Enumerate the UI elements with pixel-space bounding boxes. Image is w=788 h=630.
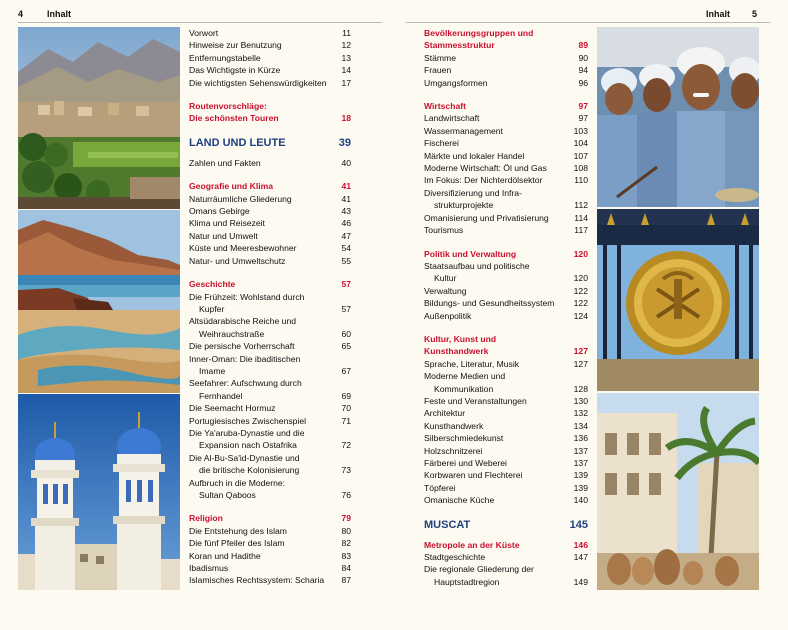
toc-chapter-row[interactable]	[189, 136, 351, 150]
toc-entry-page: 107	[573, 150, 588, 161]
toc-entry-title: Fischerei	[424, 138, 459, 149]
toc-entry-row[interactable]	[189, 242, 351, 254]
toc-entry-page: 120	[573, 248, 588, 259]
toc-entry-title: Die fünf Pfeiler des Islam	[189, 538, 285, 549]
toc-entry-row[interactable]	[424, 52, 588, 64]
toc-entry-title: Sultan Qaboos	[199, 490, 256, 500]
toc-entry-page: 97	[578, 113, 588, 124]
photo-mosque-minarets	[18, 394, 180, 590]
toc-entry-title: Ibadismus	[189, 563, 229, 574]
toc-entry-title: Moderne Medien und	[424, 371, 506, 382]
toc-entry-row[interactable]	[424, 420, 588, 432]
toc-entry-row[interactable]	[189, 477, 351, 489]
toc-entry-row[interactable]	[424, 469, 588, 481]
toc-entry-page	[347, 427, 351, 439]
toc-entry-page: 87	[341, 575, 351, 586]
photo-mountain-village	[18, 27, 180, 209]
toc-entry-page: 71	[341, 415, 351, 426]
toc-entry-title: Diversifizierung und Infra-	[424, 187, 522, 198]
toc-entry-page: 41	[341, 181, 351, 192]
toc-entry-row[interactable]	[189, 574, 351, 586]
toc-entry-title: Bildungs- und Gesundheitssystem	[424, 298, 555, 309]
toc-entry-title: Tourismus	[424, 225, 464, 236]
toc-entry-row[interactable]	[189, 464, 351, 476]
toc-section-row[interactable]	[424, 345, 588, 357]
toc-entry-title: Im Fokus: Der Nichterdölsektor	[424, 175, 543, 186]
toc-entry-row[interactable]	[424, 494, 588, 506]
toc-entry-row[interactable]	[424, 260, 588, 272]
toc-entry-page: 130	[573, 395, 588, 406]
toc-entry-title: Kupfer	[199, 303, 225, 314]
toc-entry-title: Das Wichtigste in Kürze	[189, 65, 281, 76]
toc-entry-page: 134	[573, 420, 588, 431]
header-rule	[406, 22, 770, 23]
toc-entry-title: Die schönsten Touren	[189, 113, 279, 124]
toc-entry-page: 120	[573, 273, 588, 284]
toc-entry-title: Altsüdarabische Reiche und	[189, 316, 297, 327]
toc-entry-title: MUSCAT	[424, 518, 471, 531]
toc-entry-page	[347, 291, 351, 303]
toc-entry-row[interactable]	[189, 353, 351, 365]
toc-entry-page: 110	[574, 175, 588, 186]
toc-section-row[interactable]	[189, 112, 351, 124]
toc-entry-page: 103	[573, 125, 588, 136]
toc-entry-page	[584, 187, 588, 199]
toc-entry-page: 46	[341, 218, 351, 229]
toc-entry-title: Architektur	[424, 408, 466, 419]
toc-entry-row[interactable]	[424, 162, 588, 174]
toc-entry-row[interactable]	[189, 489, 351, 501]
toc-entry-page: 84	[341, 563, 351, 574]
toc-entry-row[interactable]	[189, 439, 351, 451]
toc-entry-row[interactable]	[189, 415, 351, 427]
toc-entry-title: Außenpolitik	[424, 310, 472, 321]
toc-entry-page: 149	[573, 576, 588, 587]
toc-entry-title: Entfernungstabelle	[189, 52, 261, 63]
toc-section-heading: Routenvorschläge:	[189, 101, 267, 112]
toc-entry-title: Metropole an der Küste	[424, 539, 520, 550]
page-number: 5	[752, 9, 758, 19]
toc-entry-title: Landwirtschaft	[424, 113, 480, 124]
toc-entry-page: 67	[341, 365, 351, 376]
toc-entry-page: 40	[341, 157, 351, 168]
toc-entry-title: Imame	[199, 365, 226, 376]
toc-entry-title: Staatsaufbau und politische	[424, 260, 530, 271]
toc-entry-row[interactable]	[189, 365, 351, 377]
toc-entry-row[interactable]	[189, 217, 351, 229]
toc-entry-page: 18	[341, 113, 351, 124]
toc-entry-title: strukturprojekte	[434, 200, 494, 211]
toc-entry-title: Aufbruch in die Moderne:	[189, 477, 286, 488]
toc-entry-title: Koran und Hadithe	[189, 550, 261, 561]
toc-entry-page: 55	[341, 255, 351, 266]
toc-entry-title: Die Frühzeit: Wohlstand durch	[189, 291, 305, 302]
toc-entry-page: 65	[341, 341, 351, 352]
toc-entry-page: 89	[578, 40, 588, 51]
toc-entry-row[interactable]	[189, 193, 351, 205]
toc-entry-title: Die Seemacht Hormuz	[189, 403, 276, 414]
toc-entry-title: Holzschnitzerei	[424, 445, 483, 456]
toc-entry-page: 139	[573, 470, 588, 481]
photo-old-town-pottery	[597, 393, 759, 590]
toc-entry-title: Sprache, Literatur, Musik	[424, 358, 520, 369]
toc-entry-page: 124	[573, 310, 588, 321]
toc-entry-row[interactable]	[424, 125, 588, 137]
toc-entry-row[interactable]	[424, 310, 588, 322]
toc-entry-page: 13	[341, 52, 351, 63]
toc-entry-row[interactable]	[189, 525, 351, 537]
toc-spacer	[189, 89, 351, 100]
toc-entry-title: Omans Gebirge	[189, 206, 250, 217]
toc-entry-row[interactable]	[424, 174, 588, 186]
toc-entry-row[interactable]	[424, 224, 588, 236]
page-header-title: Inhalt	[47, 9, 71, 19]
toc-entry-row[interactable]	[424, 576, 588, 588]
toc-entry-title: Omanische Küche	[424, 495, 495, 506]
toc-entry-page: 54	[341, 243, 351, 254]
page-number: 4	[18, 9, 24, 19]
toc-entry-title: Töpferei	[424, 482, 456, 493]
toc-entry-page: 57	[341, 303, 351, 314]
toc-entry-page: 90	[578, 52, 588, 63]
toc-entry-page: 83	[341, 550, 351, 561]
toc-entry-row[interactable]	[424, 563, 588, 575]
toc-entry-page: 76	[341, 490, 351, 500]
toc-entry-row[interactable]	[424, 64, 588, 76]
toc-entry-page: 60	[341, 328, 351, 339]
toc-entry-title: Inner-Oman: Die ibaditischen	[189, 353, 301, 364]
toc-entry-title: Die Entstehung des Islam	[189, 525, 287, 536]
toc-entry-row[interactable]	[424, 150, 588, 162]
toc-entry-title: Islamisches Rechtssystem: Scharia	[189, 575, 325, 586]
toc-entry-page: 17	[341, 77, 351, 88]
toc-entry-page: 41	[341, 193, 351, 204]
toc-entry-title: die britische Kolonisierung	[199, 465, 300, 476]
toc-entry-title: Portugiesisches Zwischenspiel	[189, 415, 307, 426]
toc-entry-page: 97	[578, 101, 588, 112]
toc-entry-title: Stammesstruktur	[424, 40, 495, 51]
toc-entry-title: Küste und Meeresbewohner	[189, 243, 297, 254]
toc-entry-title: Seefahrer: Aufschwung durch	[189, 378, 302, 389]
toc-entry-page: 136	[573, 433, 588, 444]
toc-spacer	[189, 125, 351, 136]
toc-entry-page: 14	[341, 65, 351, 76]
toc-entry-title: Stämme	[424, 52, 456, 63]
toc-entry-title: Silberschmiedekunst	[424, 433, 504, 444]
toc-spacer	[424, 507, 588, 518]
toc-entry-page: 94	[578, 65, 588, 76]
toc-entry-row[interactable]	[189, 205, 351, 217]
toc-entry-page	[584, 370, 588, 382]
toc-entry-row[interactable]	[189, 27, 351, 39]
toc-entry-row[interactable]	[424, 407, 588, 419]
toc-entry-title: Die wichtigsten Sehenswürdigkeiten	[189, 77, 327, 88]
toc-entry-page: 146	[573, 539, 588, 550]
toc-entry-title: Geografie und Klima	[189, 181, 274, 192]
toc-entry-row[interactable]	[189, 377, 351, 389]
toc-entry-row[interactable]	[424, 212, 588, 224]
right-page	[394, 0, 788, 630]
toc-entry-title: Fernhandel	[199, 390, 243, 401]
toc-entry-row[interactable]	[189, 550, 351, 562]
toc-spacer	[189, 267, 351, 278]
toc-right	[424, 27, 588, 588]
toc-entry-page: 139	[573, 482, 588, 493]
toc-entry-title: Religion	[189, 513, 223, 524]
toc-entry-title: Natur- und Umweltschutz	[189, 255, 286, 266]
toc-entry-row[interactable]	[189, 157, 351, 169]
toc-entry-row[interactable]	[424, 482, 588, 494]
toc-section-row[interactable]	[424, 39, 588, 51]
toc-section-heading: Bevölkerungsgruppen und	[424, 28, 534, 38]
toc-entry-title: Kultur	[434, 273, 457, 284]
toc-entry-title: Zahlen und Fakten	[189, 157, 261, 168]
toc-section-row[interactable]	[189, 180, 351, 192]
toc-entry-page: 47	[341, 230, 351, 241]
toc-spacer	[189, 169, 351, 180]
toc-entry-row[interactable]	[189, 77, 351, 89]
toc-section-heading: Kultur, Kunst und	[424, 333, 497, 344]
toc-entry-page: 145	[569, 518, 588, 531]
toc-entry-row[interactable]	[424, 551, 588, 563]
toc-entry-row[interactable]	[189, 537, 351, 549]
toc-entry-page: 43	[341, 206, 351, 217]
toc-spacer	[189, 150, 351, 157]
toc-entry-title: Expansion nach Ostafrika	[199, 440, 297, 451]
toc-entry-row[interactable]	[189, 402, 351, 414]
toc-entry-title: Geschichte	[189, 279, 236, 290]
photo-royal-emblem-gate	[597, 209, 759, 391]
toc-section-row[interactable]	[424, 248, 588, 260]
toc-entry-page	[584, 260, 588, 272]
toc-entry-row[interactable]	[189, 562, 351, 574]
toc-entry-page: 39	[338, 136, 351, 149]
toc-entry-row[interactable]	[189, 291, 351, 303]
toc-entry-row[interactable]	[189, 328, 351, 340]
toc-spacer	[424, 532, 588, 539]
toc-section-row[interactable]	[189, 278, 351, 290]
toc-entry-page: 72	[341, 440, 351, 451]
toc-entry-page: 122	[573, 285, 588, 296]
toc-entry-title: Frauen	[424, 65, 452, 76]
toc-entry-page: 117	[574, 225, 588, 236]
toc-left	[189, 27, 351, 587]
toc-entry-page: 127	[573, 358, 588, 369]
toc-entry-page: 80	[341, 525, 351, 536]
photo-omani-men	[597, 27, 759, 207]
toc-entry-title: Klima und Reisezeit	[189, 218, 265, 229]
toc-spacer	[424, 322, 588, 333]
toc-entry-page: 69	[341, 390, 351, 401]
toc-spacer	[189, 501, 351, 512]
toc-entry-row[interactable]	[189, 427, 351, 439]
toc-entry-row[interactable]	[424, 285, 588, 297]
toc-entry-page: 12	[341, 40, 351, 51]
toc-entry-row[interactable]	[424, 445, 588, 457]
toc-spacer	[424, 89, 588, 100]
toc-entry-row[interactable]	[189, 230, 351, 242]
toc-entry-title: Die regionale Gliederung der	[424, 564, 534, 575]
photo-coastal-lagoon	[18, 210, 180, 393]
toc-section-row[interactable]	[189, 512, 351, 524]
toc-entry-title: Natur und Umwelt	[189, 230, 258, 241]
toc-entry-row[interactable]	[424, 272, 588, 284]
toc-entry-page: 96	[578, 77, 588, 88]
toc-entry-title: Stadtgeschichte	[424, 552, 486, 563]
toc-entry-page	[347, 377, 351, 389]
toc-entry-title: Verwaltung	[424, 285, 467, 296]
toc-entry-row[interactable]	[424, 297, 588, 309]
toc-entry-row[interactable]	[189, 39, 351, 51]
toc-entry-title: Kommunikation	[434, 383, 494, 394]
toc-entry-title: Omanisierung und Privatisierung	[424, 212, 549, 223]
toc-entry-row[interactable]	[424, 370, 588, 382]
toc-entry-title: Märkte und lokaler Handel	[424, 150, 525, 161]
toc-entry-title: Die Ya'aruba-Dynastie und die	[189, 427, 305, 438]
toc-entry-page: 114	[574, 212, 588, 223]
toc-entry-row[interactable]	[424, 137, 588, 149]
toc-entry-row[interactable]	[424, 77, 588, 89]
toc-entry-row[interactable]	[189, 390, 351, 402]
toc-entry-page: 147	[573, 552, 588, 563]
toc-entry-row[interactable]	[424, 395, 588, 407]
toc-entry-title: Hinweise zur Benutzung	[189, 40, 282, 51]
toc-entry-page: 57	[341, 279, 351, 290]
toc-entry-title: LAND UND LEUTE	[189, 136, 286, 149]
toc-entry-row[interactable]	[424, 112, 588, 124]
toc-entry-page: 73	[341, 465, 351, 476]
toc-entry-title: Kunsthandwerk	[424, 346, 489, 357]
toc-entry-row[interactable]	[424, 432, 588, 444]
toc-section-row[interactable]	[424, 100, 588, 112]
toc-entry-title: Die Al-Bu-Sa'id-Dynastie und	[189, 452, 300, 463]
toc-entry-page: 127	[573, 346, 588, 357]
toc-entry-title: Vorwort	[189, 28, 219, 38]
toc-entry-page: 108	[573, 163, 588, 174]
toc-entry-page: 11	[342, 28, 351, 38]
toc-entry-title: Moderne Wirtschaft: Öl und Gas	[424, 163, 547, 174]
toc-entry-row[interactable]	[424, 187, 588, 199]
page-header-title: Inhalt	[706, 9, 730, 19]
toc-entry-title: Politik und Verwaltung	[424, 248, 517, 259]
toc-entry-page	[347, 353, 351, 365]
toc-entry-row[interactable]	[424, 199, 588, 211]
toc-entry-page: 132	[573, 408, 588, 419]
toc-entry-title: Feste und Veranstaltungen	[424, 395, 527, 406]
toc-entry-page	[584, 563, 588, 575]
toc-entry-title: Wirtschaft	[424, 101, 466, 112]
toc-entry-title: Wassermanagement	[424, 125, 503, 136]
toc-entry-page	[347, 452, 351, 464]
toc-entry-title: Die persische Vorherrschaft	[189, 341, 295, 352]
toc-spacer	[424, 237, 588, 248]
toc-entry-page	[347, 477, 351, 489]
toc-entry-row[interactable]	[424, 358, 588, 370]
toc-entry-row[interactable]	[424, 383, 588, 395]
toc-entry-title: Kunsthandwerk	[424, 420, 484, 431]
toc-chapter-row[interactable]	[424, 518, 588, 532]
toc-section-row[interactable]	[424, 539, 588, 551]
toc-entry-row[interactable]	[189, 452, 351, 464]
toc-entry-page: 79	[341, 513, 351, 524]
toc-entry-title: Weihrauchstraße	[199, 328, 265, 339]
toc-entry-page: 140	[573, 495, 588, 506]
toc-entry-title: Umgangsformen	[424, 77, 488, 88]
toc-entry-row[interactable]	[189, 303, 351, 315]
toc-entry-title: Korbwaren und Flechterei	[424, 470, 523, 481]
toc-entry-row[interactable]	[189, 52, 351, 64]
toc-entry-row[interactable]	[189, 315, 351, 327]
toc-entry-page	[347, 315, 351, 327]
header-rule	[18, 22, 382, 23]
toc-entry-title: Hauptstadtregion	[434, 576, 500, 587]
toc-entry-page: 137	[573, 458, 588, 468]
toc-entry-page: 104	[573, 138, 588, 149]
toc-entry-row[interactable]	[189, 64, 351, 76]
toc-entry-row[interactable]	[424, 457, 588, 469]
toc-entry-title: Naturräumliche Gliederung	[189, 193, 292, 204]
toc-entry-title: Färberei und Weberei	[424, 458, 507, 468]
toc-entry-page: 70	[341, 403, 351, 414]
toc-entry-row[interactable]	[189, 340, 351, 352]
toc-entry-page: 122	[573, 298, 588, 309]
toc-entry-page: 112	[574, 200, 588, 211]
toc-entry-page: 137	[573, 445, 588, 456]
toc-entry-page: 82	[341, 538, 351, 549]
toc-entry-page: 128	[573, 383, 588, 394]
toc-entry-row[interactable]	[189, 255, 351, 267]
